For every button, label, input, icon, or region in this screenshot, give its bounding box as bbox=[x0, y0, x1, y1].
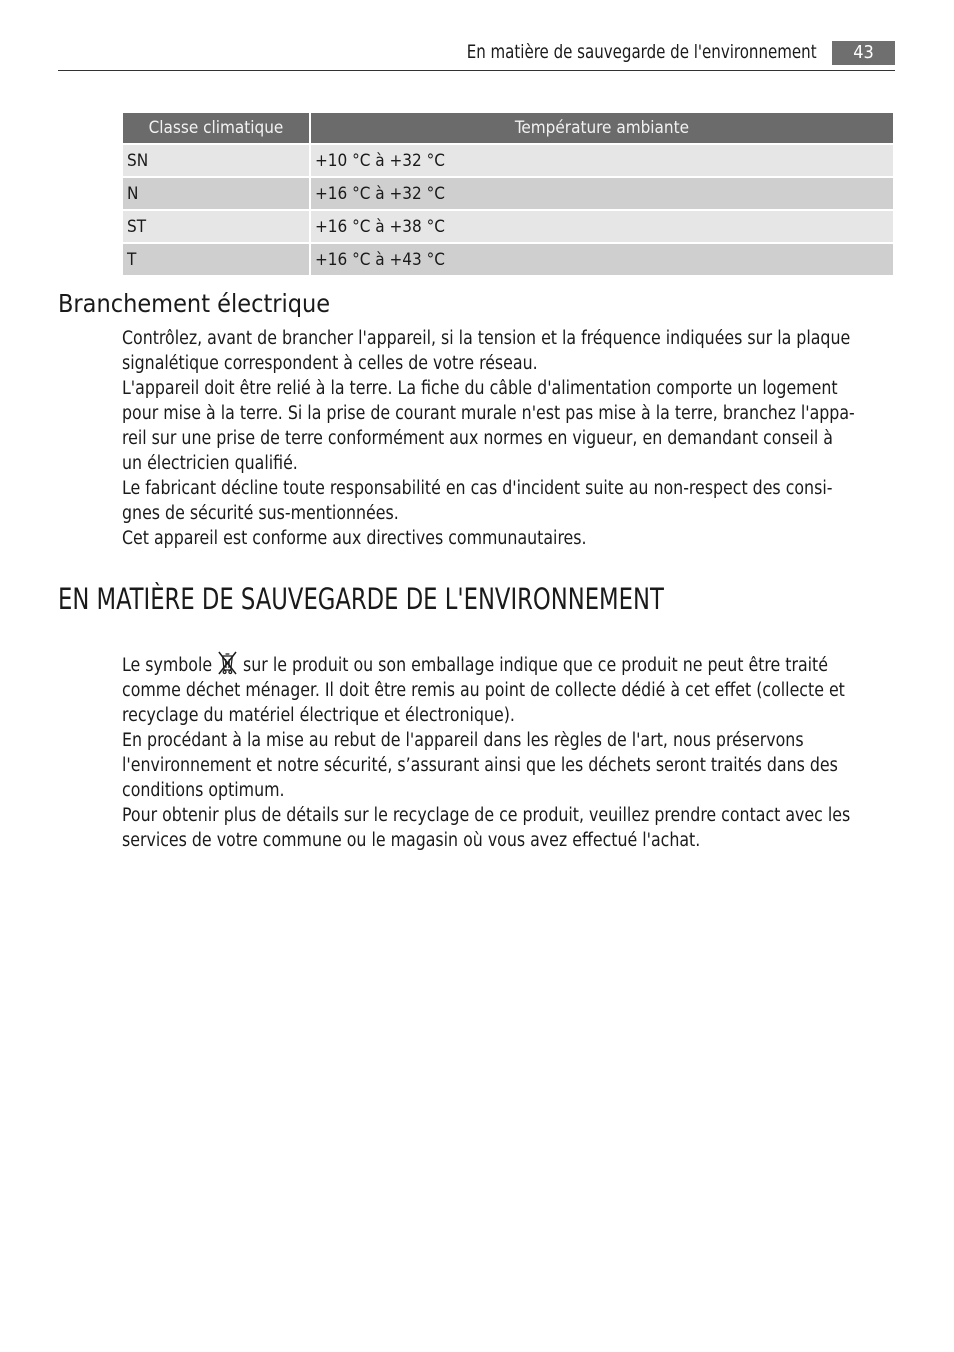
table-header-row bbox=[123, 113, 893, 143]
climate-class-cell: SN bbox=[123, 145, 309, 176]
temperature-cell: +16 °C à +32 °C bbox=[311, 178, 893, 209]
page-header bbox=[58, 40, 895, 71]
text-line: signalétique correspondent à celles de votre réseau. bbox=[122, 353, 538, 374]
environment-paragraph bbox=[122, 651, 900, 853]
text-line: En procédant à la mise au rebut de l'appareil dans les règles de l'art, nous préservons bbox=[122, 730, 804, 751]
text-line: reil sur une prise de terre conformément aux normes en vigueur, en demandant conseil à bbox=[122, 428, 833, 449]
text-line: services de votre commune ou le magasin où vous avez effectué l'achat. bbox=[122, 830, 701, 851]
environment-heading: EN MATIÈRE DE SAUVEGARDE DE L'ENVIRONNEMENT bbox=[58, 582, 664, 616]
header-title: En matière de sauvegarde de l'environnement bbox=[467, 41, 817, 63]
climate-class-cell: N bbox=[123, 178, 309, 209]
column-header-temperature: Température ambiante bbox=[311, 113, 893, 143]
table-row bbox=[123, 145, 893, 176]
text-line: Contrôlez, avant de brancher l'appareil, si la tension et la fréquence indiquées sur la plaque bbox=[122, 328, 851, 349]
text-line: l'environnement et notre sécurité, s’assurant ainsi que les déchets seront traités dans des bbox=[122, 755, 838, 776]
text-line: Pour obtenir plus de détails sur le recyclage de ce produit, veuillez prendre contact avec les bbox=[122, 805, 851, 826]
text-line bbox=[122, 651, 861, 678]
text-line: gnes de sécurité sus-mentionnées. bbox=[122, 503, 399, 524]
table-row bbox=[123, 178, 893, 209]
text-line: Le fabricant décline toute responsabilité en cas d'incident suite au non-respect des consi- bbox=[122, 478, 833, 499]
column-header-class: Classe climatique bbox=[123, 113, 309, 143]
text-line: L'appareil doit être relié à la terre. La fiche du câble d'alimentation comporte un logement bbox=[122, 378, 838, 399]
climate-class-cell: ST bbox=[123, 211, 309, 242]
text-line: un électricien qualifié. bbox=[122, 453, 298, 474]
section-title-electrical: Branchement électrique bbox=[58, 289, 331, 318]
symbol-description-text: sur le produit ou son emballage indique que ce produit ne peut être traité bbox=[243, 655, 828, 676]
temperature-cell: +16 °C à +38 °C bbox=[311, 211, 893, 242]
crossed-out-wheelie-bin-icon bbox=[217, 651, 238, 675]
climate-class-cell: T bbox=[123, 244, 309, 275]
page-number: 43 bbox=[832, 41, 895, 65]
text-line: conditions optimum. bbox=[122, 780, 285, 801]
text-line: Cet appareil est conforme aux directives communautaires. bbox=[122, 528, 587, 549]
table-row bbox=[123, 211, 893, 242]
text-line: comme déchet ménager. Il doit être remis au point de collecte dédié à cet effet (collecte et bbox=[122, 680, 845, 701]
symbol-intro-text: Le symbole bbox=[122, 655, 213, 676]
climate-class-table bbox=[121, 111, 895, 277]
temperature-cell: +10 °C à +32 °C bbox=[311, 145, 893, 176]
text-line: pour mise à la terre. Si la prise de courant murale n'est pas mise à la terre, branchez l'appa- bbox=[122, 403, 855, 424]
text-line: recyclage du matériel électrique et électronique). bbox=[122, 705, 515, 726]
table-row bbox=[123, 244, 893, 275]
temperature-cell: +16 °C à +43 °C bbox=[311, 244, 893, 275]
electrical-paragraph-1 bbox=[122, 326, 900, 551]
